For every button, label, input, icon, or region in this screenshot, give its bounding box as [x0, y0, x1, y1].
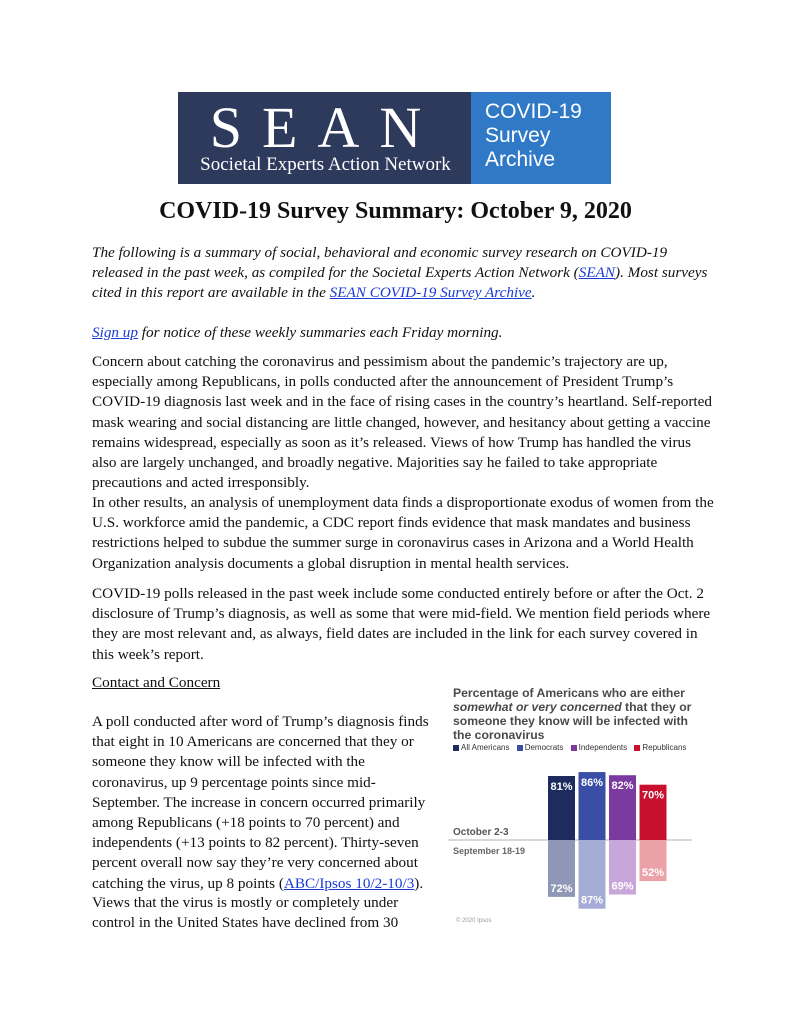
sean-logo	[178, 92, 471, 184]
label-oct-3: 70%	[641, 789, 665, 802]
sean-logo-banner	[178, 92, 611, 184]
archive-line-3: Archive	[485, 148, 556, 171]
body-paragraph-2: In other results, an analysis of unemployment data finds a disproportionate exodus of women from the U.S. workforce amid the pandemic, a CDC report finds evidence that mask mandates and business restrictions helped to subdue the summer surge in coronavirus cases in Arizona and a World Health Organization analysis documents a global disruption in mental health services.	[92, 494, 714, 572]
label-sep-0: 72%	[550, 882, 573, 895]
chart-plot	[440, 680, 710, 940]
section-paragraph-1: A poll conducted after word of Trump’s diagnosis finds that eight in 10 Americans are concerned that they or someone they know will be infected with the coronavirus, up 9 percentage points since mid-September. The increase in concern occurred primarily among Republicans (+18 points to 70 percent) and independents (+13 points to 82 percent). Thirty-seven percent overall now say they’re very concerned about catching the virus, up 8 points (ABC/Ipsos 10/2-10/3).	[92, 713, 429, 892]
period-label-bottom: September 18-19	[453, 846, 526, 856]
signup-link[interactable]: Sign up	[92, 324, 138, 341]
label-oct-2: 82%	[611, 780, 634, 793]
legend-item-0: All Americans	[453, 743, 509, 752]
legend-item-1: Democrats	[517, 743, 564, 752]
chart-copyright: © 2020 Ipsos	[456, 918, 492, 924]
abc-ipsos-link[interactable]: ABC/Ipsos 10/2-10/3	[283, 874, 415, 892]
survey-archive-link[interactable]: SEAN COVID-19 Survey Archive	[329, 284, 532, 302]
page-title: COVID-19 Survey Summary: October 9, 2020	[159, 198, 632, 224]
section-heading: Contact and Concern	[92, 674, 221, 691]
archive-line-2: Survey	[485, 124, 551, 147]
period-label-top: October 2-3	[453, 827, 509, 838]
label-sep-3: 52%	[641, 867, 665, 880]
chart-title: Percentage of Americans who are either somewhat or very concerned that they or someone they know will be infected with the coronavirus	[453, 686, 692, 742]
sean-link[interactable]: SEAN	[578, 264, 616, 282]
intro-paragraph: The following is a summary of social, behavioral and economic survey research on COVID-19 released in the past week, as compiled for the Societal Experts Action Network (SEAN). Most surveys cited in this report are available in the SEAN COVID-19 Survey Archive.	[92, 244, 708, 302]
section-paragraph-2: Views that the virus is mostly or completely under control in the United States have declined from 30	[92, 894, 399, 932]
legend-item-3: Republicans	[634, 743, 686, 752]
archive-badge	[471, 92, 611, 184]
body-paragraph-1: Concern about catching the coronavirus and pessimism about the pandemic’s trajectory are up, especially among Republicans, in polls conducted after the announcement of President Trump’s COVID-19 diagnosis last week and in the face of rising cases in the country’s heartland. Self-reported mask wearing and social distancing are little changed, however, and hesitancy about getting a vaccine remains widespread, especially as soon as it’s released. Views of how Trump has handled the virus also are largely unchanged, and broadly negative. Majorities say he failed to take appropriate precautions and acted irresponsibly.	[92, 353, 712, 492]
label-oct-0: 81%	[550, 781, 573, 794]
label-sep-2: 69%	[611, 880, 634, 893]
legend-item-2: Independents	[571, 743, 628, 752]
logo-acronym: SEAN	[209, 95, 442, 160]
body-paragraph-3: COVID-19 polls released in the past week include some conducted entirely before or after the Oct. 2 disclosure of Trump’s diagnosis, as well as some that were mid-field. We mention field periods where they are most relevant and, as always, field dates are included in the link for each survey covered in this week’s report.	[92, 585, 711, 663]
concern-chart	[440, 680, 710, 940]
signup-line: Sign up for notice of these weekly summaries each Friday morning.	[92, 324, 503, 341]
logo-name: Societal Experts Action Network	[200, 154, 451, 175]
archive-line-1: COVID-19	[485, 100, 582, 123]
label-oct-1: 86%	[580, 777, 604, 790]
label-sep-1: 87%	[580, 894, 604, 907]
